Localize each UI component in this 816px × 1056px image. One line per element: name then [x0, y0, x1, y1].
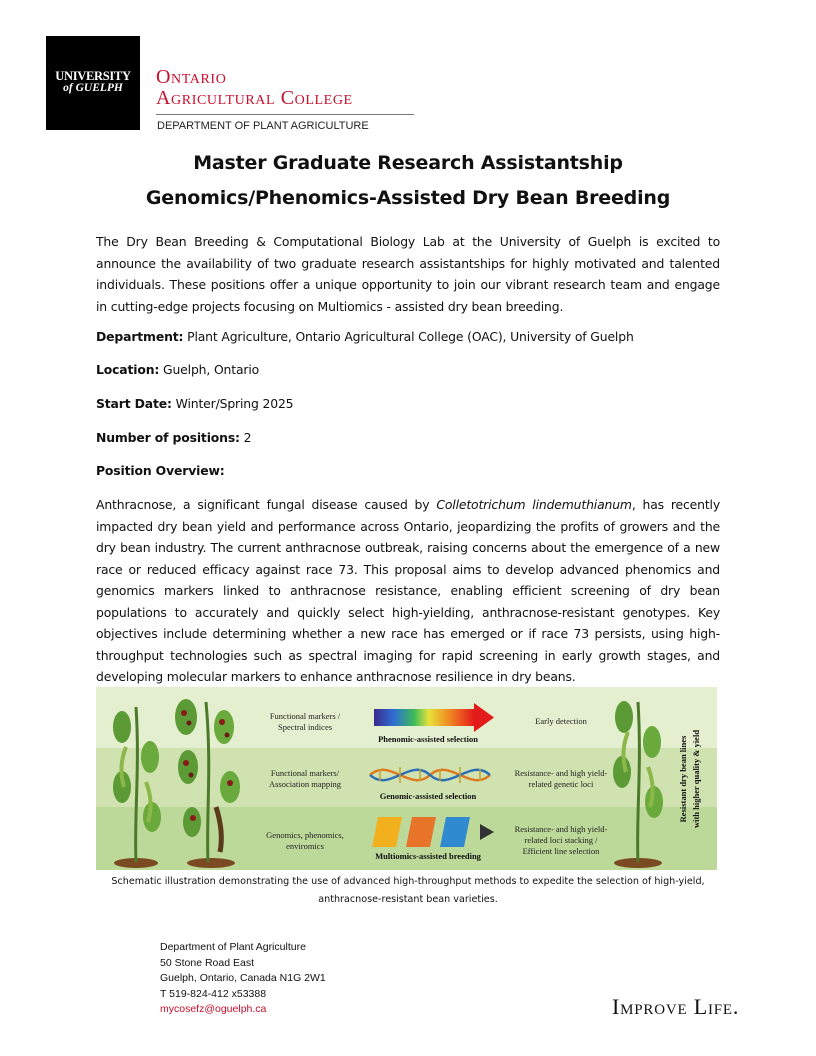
detail-label: Department: — [96, 329, 184, 344]
footer-city: Guelph, Ontario, Canada N1G 2W1 — [160, 972, 326, 984]
row3-right-text3: Efficient line selection — [522, 846, 600, 856]
university-logo — [46, 36, 140, 130]
detail-start-date — [96, 393, 720, 415]
detail-positions — [96, 427, 720, 449]
overview-text-b: , has recently impacted dry bean yield and performance across Ontario, jeopardizing the profits of growers and the dry bean industry. The current anthracnose outbreak, raising concerns about the emergence of a new race or reduced efficacy against race 73. This proposal aims to develop advanced phenomics and genomics markers linked to anthracnose resistance, enabling efficient screening of dry bean populations to accurately and quickly select high-yielding, anthracnose-resistant genotypes. Key objectives include determining whether a new race has emerged or if race 73 persists, using high-throughput technologies such as spectral imaging for rapid screening in early growth stages, and developing molecular markers to enhance anthracnose resilience in dry beans. — [96, 497, 721, 684]
side-label-line1: Resistant dry bean lines — [678, 735, 688, 823]
intro-paragraph: The Dry Bean Breeding & Computational Biology Lab at the University of Guelph is excited to announce the availability of two graduate research assistantships for highly motivated and talented individuals. These positions offer a unique opportunity to join our vibrant research team and engage in cutting-edge projects focusing on Multiomics - assisted dry bean breeding. — [96, 234, 720, 314]
detail-label: Number of positions: — [96, 430, 240, 445]
college-name-line1: Ontario — [156, 66, 227, 88]
footer-phone: T 519-824-412 x53388 — [160, 987, 267, 1000]
detail-department — [96, 326, 720, 348]
row3-right-text1: Resistance- and high yield- — [514, 824, 608, 834]
tagline: Improve Life. — [612, 994, 740, 1019]
header-divider — [156, 114, 414, 115]
row3-right-text2: related loci stacking / — [524, 835, 598, 845]
row3-left-text1: Genomics, phenomics, — [266, 830, 344, 840]
detail-label: Location: — [96, 362, 160, 377]
row2-right-text1: Resistance- and high yield- — [514, 768, 608, 778]
footer-street: 50 Stone Road East — [160, 956, 254, 969]
logo-line1: UNIVERSITY — [55, 69, 131, 83]
side-label-line2: with higher quality & yield — [691, 729, 701, 829]
schematic-figure — [96, 687, 717, 870]
detail-value: Guelph, Ontario — [159, 362, 260, 377]
footer-address — [160, 940, 326, 1018]
row1-center-label: Phenomic-assisted selection — [378, 734, 478, 744]
detail-value: Winter/Spring 2025 — [171, 396, 294, 411]
detail-location — [96, 359, 720, 381]
row3-left-text2: enviromics — [286, 841, 324, 851]
row1-left-text1: Functional markers / — [269, 711, 341, 721]
detail-value: Plant Agriculture, Ontario Agricultural College (OAC), University of Guelph — [183, 329, 634, 344]
row2-center-label: Genomic-assisted selection — [379, 791, 477, 801]
row1-left-text2: Spectral indices — [277, 722, 333, 732]
department-name: DEPARTMENT OF PLANT AGRICULTURE — [157, 120, 369, 132]
overview-paragraph — [96, 494, 720, 688]
title-line2: Genomics/Phenomics-Assisted Dry Bean Breeding — [145, 187, 671, 209]
overview-heading-text: Position Overview: — [96, 463, 225, 478]
row2-left-text1: Functional markers/ — [270, 768, 340, 778]
detail-label: Start Date: — [96, 396, 172, 411]
row1-right-text1: Early detection — [535, 716, 587, 726]
row2-left-text2: Association mapping — [268, 779, 342, 789]
row2-right-text2: related genetic loci — [528, 779, 594, 789]
figure-caption: Schematic illustration demonstrating the use of advanced high-throughput methods to expedite the selection of high-yield, anthracnose-resistant bean varieties. — [111, 876, 705, 905]
pathogen-name: Colletotrichum lindemuthianum — [436, 497, 632, 512]
footer-email-link[interactable]: mycosefz@oguelph.ca — [160, 1003, 267, 1015]
overview-text-a: Anthracnose, a significant fungal disease caused by — [96, 497, 437, 512]
row3-center-label: Multiomics-assisted breeding — [375, 851, 481, 861]
detail-value: 2 — [239, 430, 252, 445]
overview-heading — [96, 460, 720, 482]
title-line1: Master Graduate Research Assistantship — [193, 152, 623, 174]
footer-dept: Department of Plant Agriculture — [160, 941, 306, 953]
college-name-line2: Agricultural College — [156, 87, 353, 109]
logo-line2: of GUELPH — [63, 82, 123, 94]
